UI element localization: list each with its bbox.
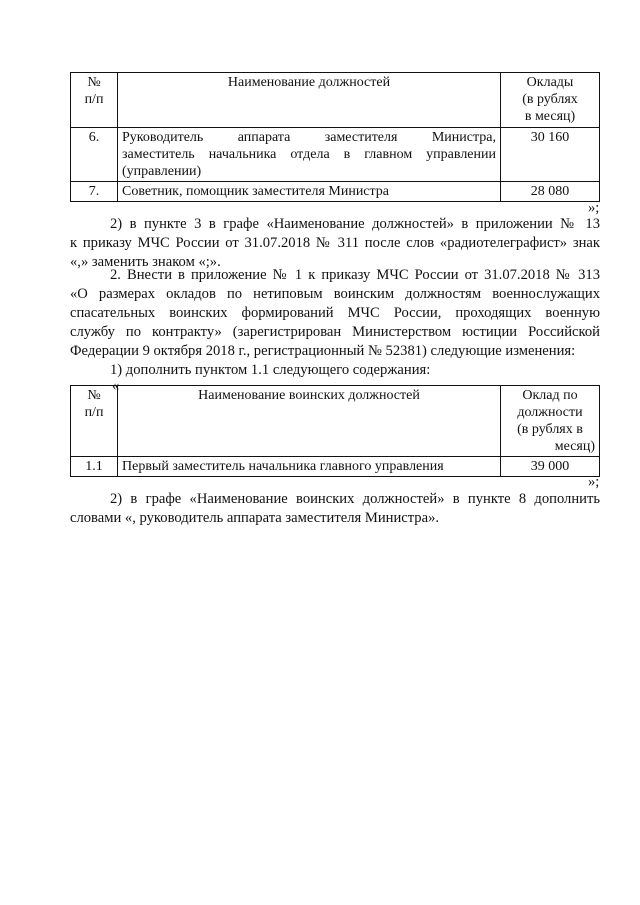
paragraph-line: словами «, руководитель аппарата заместителя Министра». (70, 510, 440, 526)
row-name: Советник, помощник заместителя Министра (118, 182, 501, 202)
header-salary-line-2: должности (517, 405, 583, 420)
table-header-row (71, 73, 600, 128)
row-salary: 28 080 (501, 182, 600, 202)
header-salary-line-4: месяц) (554, 439, 595, 454)
paragraph-2 (70, 266, 600, 361)
header-num-line-1: № (87, 75, 101, 90)
paragraph-line: «,» заменить знаком «;». (70, 254, 221, 270)
paragraph-line: Федерации 9 октября 2018 г., регистрационный № 52381) следующие изменения: (70, 343, 576, 359)
paragraph-line: «О размерах окладов по нетиповым воинским должностям военнослужащих (70, 286, 600, 302)
row-name (118, 128, 501, 182)
paragraph-line: 2. Внести в приложение № 1 к приказу МЧС России от 31.07.2018 № 313 (110, 267, 600, 283)
header-num (71, 73, 118, 128)
closing-quote-2: »; (588, 474, 600, 490)
header-name: Наименование воинских должностей (118, 386, 501, 457)
header-num-line-2: п/п (84, 92, 104, 107)
header-num-line-1: № (87, 388, 101, 403)
paragraph-4 (70, 490, 600, 528)
paragraph-1 (70, 215, 600, 272)
paragraph-3: 1) дополнить пунктом 1.1 следующего содержания: (110, 362, 431, 378)
header-salary-line-3: в месяц) (524, 109, 576, 124)
paragraph-line: службу по контракту» (зарегистрирован Министерством юстиции Российской (70, 324, 600, 340)
salary-table-positions (70, 72, 600, 202)
header-name: Наименование должностей (118, 73, 501, 128)
header-num (71, 386, 118, 457)
paragraph-line: к приказу МЧС России от 31.07.2018 № 311 после слов «радиотелеграфист» знак (70, 235, 600, 251)
table-row (71, 182, 600, 202)
salary-table-military-positions (70, 385, 600, 477)
header-salary (501, 386, 600, 457)
table-header-row (71, 386, 600, 457)
row-name-line: (управлении) (122, 164, 202, 179)
header-salary (501, 73, 600, 128)
paragraph-line: спасательных воинских формирований МЧС России, проходящих военную (70, 305, 600, 321)
header-salary-line-1: Оклады (526, 75, 574, 90)
paragraph-line: 2) в графе «Наименование воинских должностей» в пункте 8 дополнить (110, 491, 600, 507)
row-num: 7. (71, 182, 118, 202)
row-name-line: Руководитель аппарата заместителя Министра, (122, 130, 496, 145)
row-salary: 39 000 (501, 457, 600, 477)
table-row (71, 128, 600, 182)
closing-quote-1: »; (588, 200, 600, 216)
row-name: Первый заместитель начальника главного управления (118, 457, 501, 477)
header-salary-line-3: (в рублях в (517, 422, 583, 437)
row-num: 6. (71, 128, 118, 182)
table-row (71, 457, 600, 477)
row-salary: 30 160 (501, 128, 600, 182)
header-salary-line-1: Оклад по (522, 388, 578, 403)
opening-quote: « (112, 378, 120, 394)
row-name-line: заместитель начальника отдела в главном управлении (122, 147, 496, 162)
header-salary-line-2: (в рублях (522, 92, 578, 107)
row-num: 1.1 (71, 457, 118, 477)
header-num-line-2: п/п (84, 405, 104, 420)
paragraph-line: 2) в пункте 3 в графе «Наименование должностей» в приложении № 13 (110, 216, 600, 232)
